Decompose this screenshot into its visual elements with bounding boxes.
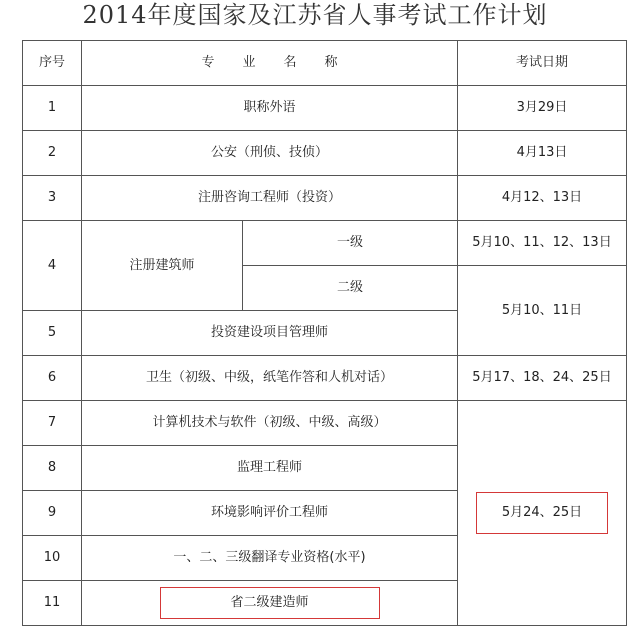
row-name: 监理工程师 <box>82 446 458 491</box>
row-name: 公安（刑侦、技侦） <box>82 131 458 176</box>
row-date: 3月29日 <box>458 86 627 131</box>
merged-date-cell <box>458 401 627 626</box>
row-name: 注册建筑师 <box>82 221 243 311</box>
table-row <box>23 86 627 131</box>
row-date: 5月10、11、12、13日 <box>458 221 627 266</box>
row-no: 4 <box>23 221 82 311</box>
header-no: 序号 <box>23 41 82 86</box>
row-name: 环境影响评价工程师 <box>82 491 458 536</box>
header-name: 专 业 名 称 <box>82 41 458 86</box>
row-no: 11 <box>23 581 82 626</box>
row-name: 卫生（初级、中级，纸笔作答和人机对话） <box>82 356 458 401</box>
highlight-box-name: 省二级建造师 <box>160 587 380 619</box>
row-name: 职称外语 <box>82 86 458 131</box>
merged-date-cell: 5月10、11日 <box>458 266 627 356</box>
row-name: 一、二、三级翻译专业资格(水平) <box>82 536 458 581</box>
table-row <box>23 131 627 176</box>
row-date: 5月17、18、24、25日 <box>458 356 627 401</box>
row-no: 1 <box>23 86 82 131</box>
title-wrapper <box>0 0 630 30</box>
header-row <box>23 41 627 86</box>
table-row <box>23 176 627 221</box>
row-no: 7 <box>23 401 82 446</box>
row-name <box>82 581 458 626</box>
row-date: 4月13日 <box>458 131 627 176</box>
row-no: 6 <box>23 356 82 401</box>
table-row <box>23 401 627 446</box>
row-no: 8 <box>23 446 82 491</box>
row-no: 3 <box>23 176 82 221</box>
header-date: 考试日期 <box>458 41 627 86</box>
highlight-box-date: 5月24、25日 <box>476 492 608 534</box>
row-no: 5 <box>23 311 82 356</box>
row-name: 计算机技术与软件（初级、中级、高级） <box>82 401 458 446</box>
row-level: 一级 <box>243 221 458 266</box>
row-name: 注册咨询工程师（投资） <box>82 176 458 221</box>
row-no: 10 <box>23 536 82 581</box>
row-no: 2 <box>23 131 82 176</box>
row-no: 9 <box>23 491 82 536</box>
page-title: 2014年度国家及江苏省人事考试工作计划 <box>82 1 548 29</box>
exam-schedule-table <box>22 40 627 626</box>
table-row <box>23 221 627 266</box>
row-name: 投资建设项目管理师 <box>82 311 458 356</box>
row-level: 二级 <box>243 266 458 311</box>
row-date: 4月12、13日 <box>458 176 627 221</box>
table-row <box>23 356 627 401</box>
